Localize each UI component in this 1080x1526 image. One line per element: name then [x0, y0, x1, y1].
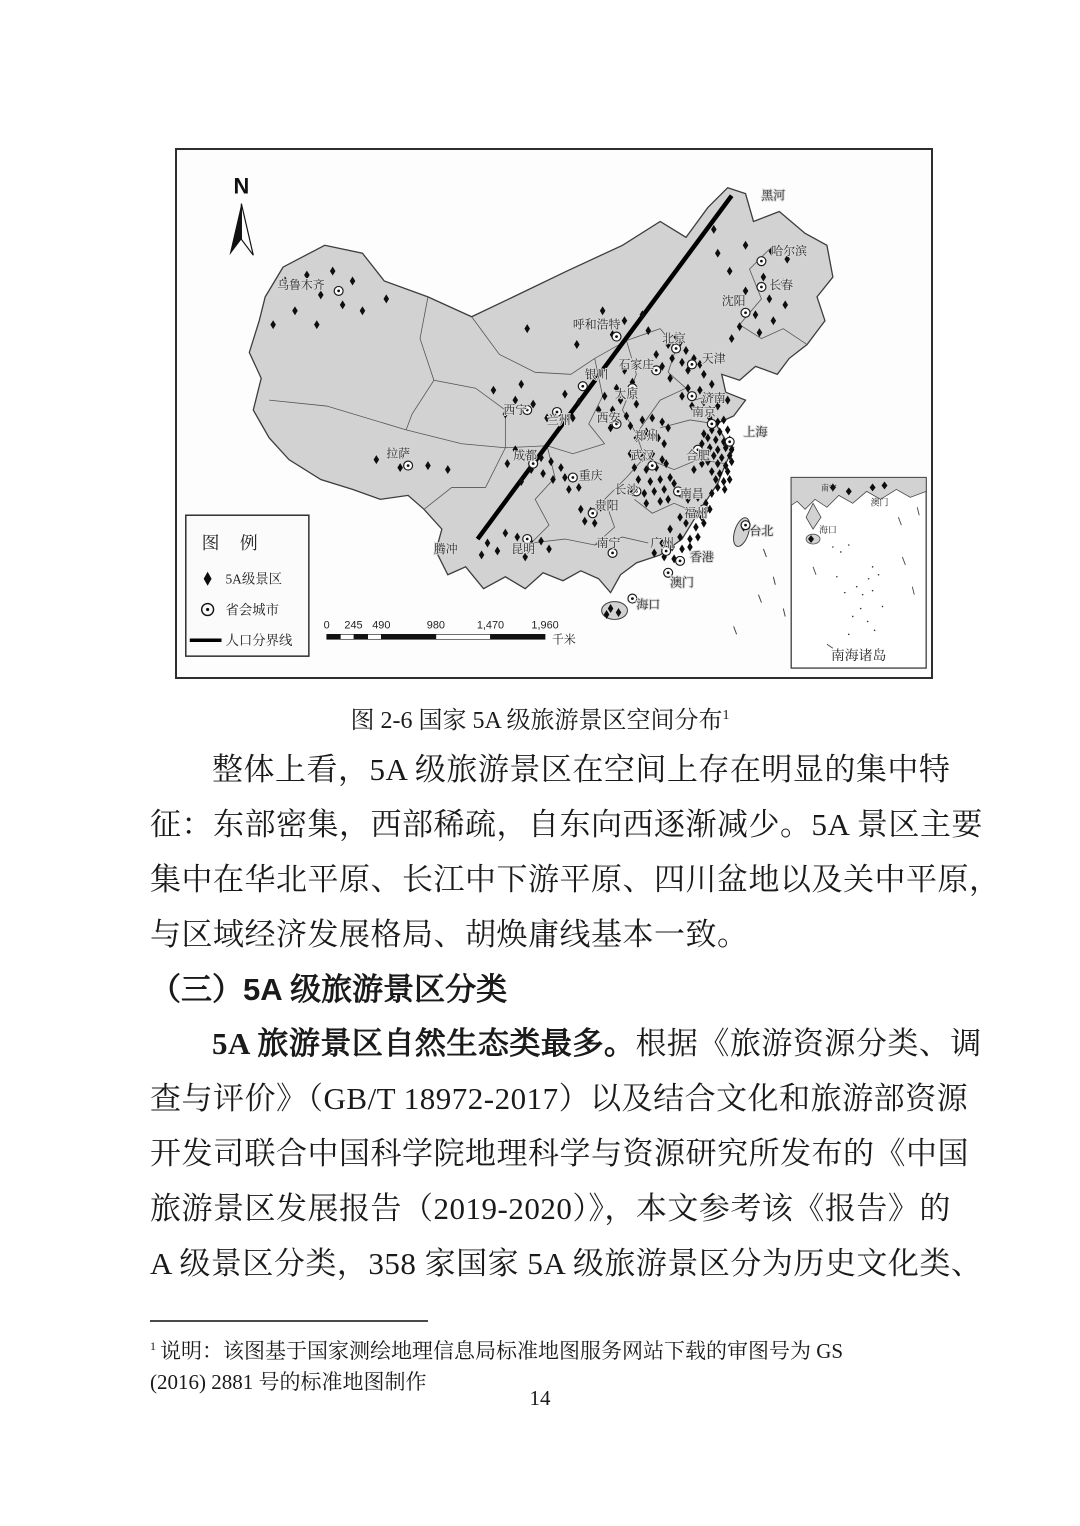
- south-china-sea-inset: [791, 478, 926, 669]
- capital-city-icon-center: [611, 552, 614, 555]
- footnote-line2: (2016) 2881 号的标准地图制作: [150, 1370, 427, 1394]
- svg-text:1,960: 1,960: [531, 619, 559, 632]
- city-label: 乌鲁木齐: [277, 277, 325, 292]
- svg-text:1,470: 1,470: [476, 619, 505, 632]
- capital-city-icon-center: [679, 559, 682, 562]
- capital-city-icon-center: [691, 395, 694, 398]
- city-label: 澳门: [670, 575, 694, 590]
- city-label: 拉萨: [386, 446, 411, 461]
- city-label: 海口: [636, 597, 661, 612]
- footnote-line1: [150, 1331, 950, 1367]
- legend-item-capital: 省会城市: [225, 602, 280, 618]
- city-label: 福州: [684, 506, 708, 521]
- paragraph2-line5: A 级景区分类，358 家国家 5A 级旅游景区分为历史文化类、: [150, 1246, 983, 1281]
- capital-city-icon-center: [581, 385, 584, 388]
- city-label: 兰州: [547, 412, 571, 427]
- inset-title: 南海诸岛: [830, 649, 887, 665]
- city-label: 银川: [584, 367, 609, 382]
- capital-city-icon-center: [677, 490, 680, 493]
- city-label: 长春: [769, 277, 794, 292]
- footnote-reference: 1: [722, 708, 730, 723]
- city-label: 昆明: [511, 541, 536, 556]
- city-label: 沈阳: [721, 293, 746, 308]
- inset-label-haikou: 海口: [818, 525, 837, 536]
- section-heading: （三）5A 级旅游景区分类: [150, 972, 508, 1007]
- city-label: 贵阳: [594, 498, 619, 513]
- legend-item-line: 人口分界线: [225, 633, 293, 649]
- capital-city-icon-center: [760, 286, 763, 289]
- capital-city-icon-center: [710, 423, 713, 426]
- footnote-divider: [150, 1320, 428, 1322]
- city-label: 南昌: [680, 486, 704, 501]
- city-label: 武汉: [630, 448, 655, 463]
- city-label: 北京: [662, 331, 686, 346]
- svg-text:245: 245: [344, 619, 363, 632]
- map-figure: [175, 148, 933, 679]
- paragraph2-bold-lead: 5A 旅游景区自然生态类最多。: [212, 1026, 636, 1061]
- city-label: 腾冲: [433, 541, 458, 556]
- city-label: 西安: [596, 410, 621, 425]
- north-label: N: [233, 173, 250, 199]
- capital-city-icon-center: [651, 464, 654, 467]
- city-label: 哈尔滨: [771, 244, 808, 259]
- city-label: 重庆: [578, 468, 603, 483]
- paragraph1-line1: [150, 742, 951, 797]
- svg-text:980: 980: [426, 619, 445, 632]
- city-label: 上海: [743, 424, 768, 439]
- city-label: 香港: [689, 549, 714, 564]
- scale-bar: [327, 634, 545, 639]
- paragraph1-line1-text: 整体上看，5A 级旅游景区在空间上存在明显的集中特: [212, 752, 951, 787]
- capital-city-icon-center: [675, 347, 678, 350]
- capital-city-icon-center: [591, 512, 594, 515]
- legend-item-scenic: 5A级景区: [225, 571, 282, 587]
- city-label: 天津: [701, 351, 726, 366]
- city-label: 合肥: [685, 448, 710, 463]
- china-map: [177, 150, 931, 677]
- city-label: 长沙: [614, 482, 639, 497]
- paragraph2-line1-rest: 根据《旅游资源分类、调: [635, 1026, 982, 1061]
- paragraph1-line3: 集中在华北平原、长江中下游平原、四川盆地以及关中平原，: [150, 862, 1001, 897]
- capital-city-icon-center: [615, 335, 618, 338]
- paragraph2-line4: 旅游景区发展报告（2019-2020）》，本文参考该《报告》的: [150, 1191, 951, 1226]
- paragraph1-line4: 与区域经济发展格局、胡焕庸线基本一致。: [150, 917, 749, 952]
- capital-city-icon-center: [655, 369, 658, 372]
- city-label: 石家庄: [618, 357, 655, 372]
- paragraph2-line1: [150, 1016, 982, 1071]
- city-label: 广州: [650, 535, 675, 550]
- city-label: 南宁: [596, 535, 621, 550]
- city-label: 台北: [749, 524, 774, 539]
- circle-dot-center: [206, 608, 209, 611]
- svg-text:0: 0: [323, 619, 330, 632]
- svg-text:490: 490: [372, 619, 391, 632]
- map-legend: [186, 515, 309, 656]
- capital-city-icon-center: [526, 538, 529, 541]
- city-label: 西宁: [503, 402, 528, 417]
- city-label: 成都: [513, 448, 538, 463]
- capital-city-icon-center: [691, 363, 694, 366]
- capital-city-icon-center: [571, 476, 574, 479]
- city-label: 南京: [691, 404, 716, 419]
- capital-city-icon-center: [337, 290, 340, 293]
- inset-label-macau: 澳门: [870, 497, 889, 508]
- figure-caption-text: 图 2-6 国家 5A 级旅游景区空间分布: [350, 708, 723, 734]
- capital-city-icon-center: [631, 597, 634, 600]
- capital-city-icon-center: [728, 440, 731, 443]
- capital-city-icon-center: [407, 464, 410, 467]
- footnote-line1-text: 说明：该图基于国家测绘地理信息局标准地图服务网站下载的审图号为 GS: [160, 1339, 844, 1363]
- scale-unit: 千米: [552, 632, 576, 647]
- city-label: 呼和浩特: [572, 317, 621, 332]
- figure-caption: [0, 700, 1080, 735]
- city-label: 郑州: [634, 428, 659, 443]
- inset-label-nanning: 南宁: [820, 483, 837, 493]
- city-label: 黑河: [761, 188, 786, 203]
- capital-city-icon-center: [667, 571, 670, 574]
- city-label: 太原: [614, 387, 639, 402]
- capital-city-icon-center: [760, 260, 763, 263]
- paragraph2-line3: 开发司联合中国科学院地理科学与资源研究所发布的《中国: [150, 1136, 969, 1171]
- legend-title: 图 例: [201, 532, 266, 553]
- capital-city-icon-center: [744, 311, 747, 314]
- capital-city-icon-center: [744, 524, 747, 527]
- city-label: 济南: [701, 391, 726, 406]
- paragraph2-line2: 查与评价》（GB/T 18972-2017）以及结合文化和旅游部资源: [150, 1081, 969, 1116]
- page-number: 14: [529, 1386, 551, 1410]
- paragraph1-line2: 征：东部密集，西部稀疏，自东向西逐渐减少。5A 景区主要: [150, 807, 983, 842]
- footnote-marker: 1: [150, 1339, 156, 1353]
